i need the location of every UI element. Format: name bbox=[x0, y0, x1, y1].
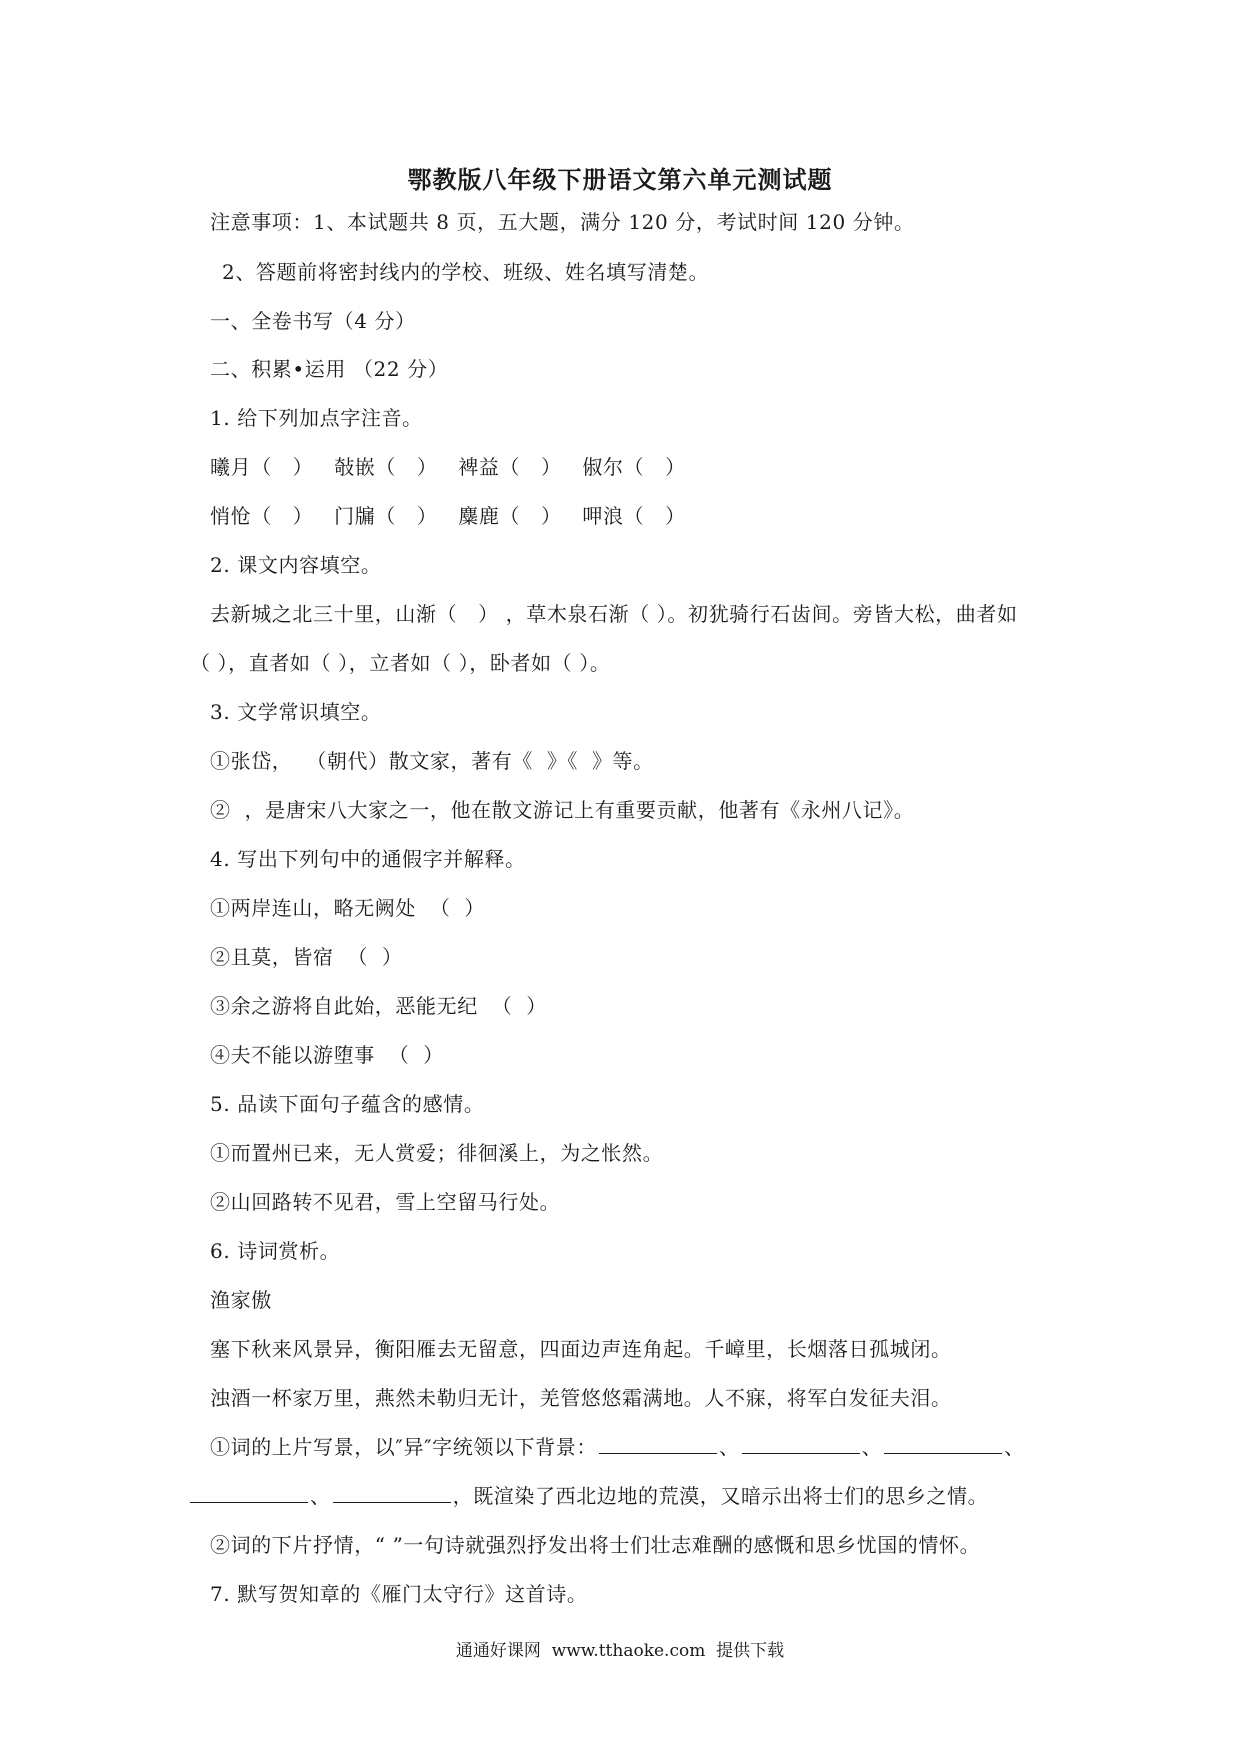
q5-item-1: ①而置州已来，无人赏爱；徘徊溪上，为之怅然。 bbox=[210, 1141, 664, 1165]
notes-line-1: 注意事项：1、本试题共 8 页，五大题，满分 120 分，考试时间 120 分钟。 bbox=[210, 210, 915, 234]
q4-item-1: ①两岸连山，略无阙处 （ ） bbox=[210, 896, 486, 920]
q2-line-1: 去新城之北三十里，山渐（ ） ，草木泉石渐（ ）。初犹骑行石齿间。旁皆大松，曲者如 bbox=[210, 602, 1018, 626]
notes-line-2: 2、答题前将密封线内的学校、班级、姓名填写清楚。 bbox=[222, 260, 710, 284]
q1-row-2: 悄怆（ ） 门牖（ ） 麋鹿（ ） 呷浪（ ） bbox=[210, 504, 686, 528]
answer-blank-3[interactable] bbox=[884, 1433, 1002, 1454]
answer-blank-5[interactable] bbox=[333, 1482, 451, 1503]
q4-heading: 4. 写出下列句中的通假字并解释。 bbox=[210, 847, 526, 871]
answer-blank-4[interactable] bbox=[190, 1482, 308, 1503]
page-footer: 通通好课网 www.tthaoke.com 提供下载 bbox=[455, 1641, 785, 1661]
q3-item-1: ①张岱， （朝代）散文家，著有《 》《 》等。 bbox=[210, 749, 654, 773]
q4-item-4: ④夫不能以游堕事 （ ） bbox=[210, 1043, 444, 1067]
q6-poem-line-1: 塞下秋来风景异，衡阳雁去无留意，四面边声连角起。千嶂里，长烟落日孤城闭。 bbox=[210, 1337, 952, 1361]
section-1-heading: 一、全卷书写（4 分） bbox=[210, 309, 416, 333]
section-2-heading: 二、积累•运用 （22 分） bbox=[210, 357, 449, 381]
blank-separator: 、 bbox=[310, 1484, 331, 1508]
q1-row-1: 曦月（ ） 敧嵌（ ） 裨益（ ） 俶尔（ ） bbox=[210, 455, 686, 479]
answer-blank-1[interactable] bbox=[599, 1433, 717, 1454]
q7-heading: 7. 默写贺知章的《雁门太守行》这首诗。 bbox=[210, 1582, 588, 1606]
q6-item-1-suffix: ，既渲染了西北边地的荒漠，又暗示出将士们的思乡之情。 bbox=[452, 1484, 989, 1508]
q6-item-1-line-1 bbox=[210, 1433, 1025, 1461]
q2-heading: 2. 课文内容填空。 bbox=[210, 553, 382, 577]
q5-item-2: ②山回路转不见君，雪上空留马行处。 bbox=[210, 1190, 561, 1214]
q6-item-2: ②词的下片抒情，“ ”一句诗就强烈抒发出将士们壮志难酬的感慨和思乡忧国的情怀。 bbox=[210, 1533, 981, 1557]
blank-separator: 、 bbox=[861, 1435, 883, 1459]
q1-heading: 1. 给下列加点字注音。 bbox=[210, 406, 423, 430]
q3-item-2: ② ，是唐宋八大家之一，他在散文游记上有重要贡献，他著有《永州八记》。 bbox=[210, 798, 915, 822]
answer-blank-2[interactable] bbox=[742, 1433, 860, 1454]
q3-heading: 3. 文学常识填空。 bbox=[210, 700, 382, 724]
page-title: 鄂教版八年级下册语文第六单元测试题 bbox=[407, 166, 833, 194]
q6-item-1-line-2 bbox=[188, 1482, 988, 1510]
blank-separator: 、 bbox=[718, 1435, 740, 1459]
q2-line-2: （ ），直者如（ ），立者如（ ），卧者如（ ）。 bbox=[190, 651, 611, 675]
q6-poem-line-2: 浊酒一杯家万里，燕然未勒归无计，羌管悠悠霜满地。人不寐，将军白发征夫泪。 bbox=[210, 1386, 952, 1410]
q6-poem-title: 渔家傲 bbox=[210, 1288, 272, 1312]
q6-heading: 6. 诗词赏析。 bbox=[210, 1239, 341, 1263]
q4-item-2: ②且莫，皆宿 （ ） bbox=[210, 945, 403, 969]
q5-heading: 5. 品读下面句子蕴含的感情。 bbox=[210, 1092, 485, 1116]
blank-separator: 、 bbox=[1004, 1435, 1025, 1459]
q6-item-1-prefix: ①词的上片写景，以″异″字统领以下背景： bbox=[210, 1435, 597, 1459]
q4-item-3: ③余之游将自此始，恶能无纪 （ ） bbox=[210, 994, 547, 1018]
